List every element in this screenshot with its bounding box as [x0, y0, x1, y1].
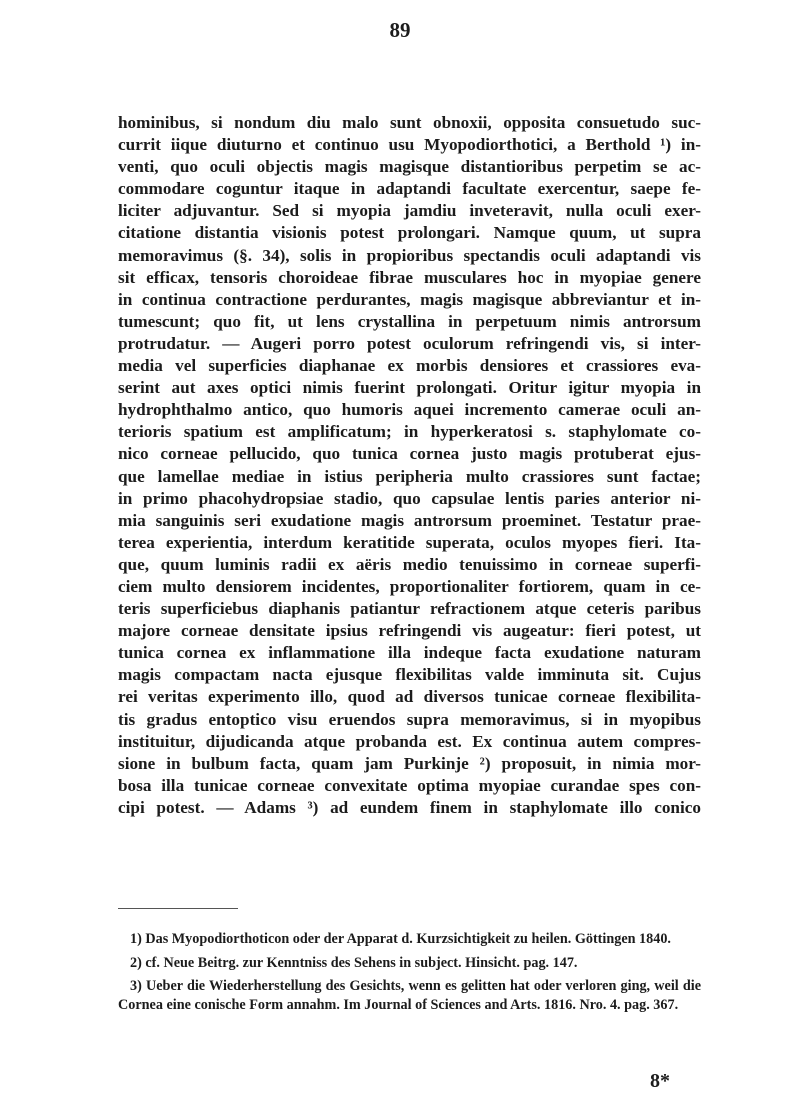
signature-mark: 8* — [650, 1070, 670, 1092]
text-line: memoravimus (§. 34), solis in propioribus spectandis oculi adaptandi vis — [118, 245, 701, 265]
text-line: majore corneae densitate ipsius refringendi vis augeatur: fieri potest, ut — [118, 621, 701, 641]
text-line: que lamellae mediae in istius peripheria multo crassiores sunt factae; — [118, 466, 701, 486]
text-line: media vel superficies diaphanae ex morbis densiores et crassiores eva- — [118, 356, 701, 376]
text-line: venti, quo oculi objectis magis magisque distantioribus perpetim se ac- — [118, 157, 701, 177]
text-line: hominibus, si nondum diu malo sunt obnoxii, opposita consuetudo suc- — [118, 113, 701, 132]
text-line: bosa illa tunicae corneae convexitate optima myopiae curandae spes con- — [118, 775, 701, 795]
text-line: cipi potest. — Adams ³) ad eundem finem in staphylomate illo conico — [118, 797, 701, 817]
text-line: tumescunt; quo fit, ut lens crystallina in perpetuum nimis antrorsum — [118, 311, 701, 331]
text-line: terea experientia, interdum keratitide superata, oculos myopes fieri. Ita- — [118, 532, 701, 552]
text-line: commodare coguntur itaque in adaptandi facultate exercentur, saepe fe- — [118, 179, 701, 199]
footnote-separator — [118, 908, 238, 909]
footnote-marker: 3) — [130, 978, 142, 995]
text-line: terioris spatium est amplificatum; in hyperkeratosi s. staphylomate co- — [118, 422, 701, 442]
text-line: tis gradus entoptico visu eruendos supra memoravimus, si in myopibus — [118, 709, 701, 729]
footnote-text: Das Myopodiorthoticon oder der Apparat d. Kurzsichtigkeit zu heilen. Göttingen 1840. — [145, 931, 671, 947]
text-line: magis compactam nacta ejusque flexibilitas valde imminuta sit. Cujus — [118, 665, 701, 685]
text-line: citatione distantia visionis potest prolongari. Namque quum, ut supra — [118, 223, 701, 243]
text-line: serint aut axes optici nimis fuerint prolongati. Oritur igitur myopia in — [118, 378, 701, 398]
text-line: hydrophthalmo antico, quo humoris aquei incremento camerae oculi an- — [118, 400, 701, 420]
text-line: in continua contractione perdurantes, magis magisque abbreviantur et in- — [118, 289, 701, 309]
footnote-marker: 1) — [130, 931, 142, 947]
text-line: teris superficiebus diaphanis patiantur refractionem atque ceteris paribus — [118, 599, 701, 619]
main-text — [118, 112, 701, 819]
text-line: liciter adjuvantur. Sed si myopia jamdiu inveteravit, nulla oculi exer- — [118, 201, 701, 221]
text-line: currit iique diuturno et continuo usu Myopodiorthotici, a Berthold ¹) in- — [118, 135, 701, 155]
text-line: instituitur, dijudicanda atque probanda est. Ex continua autem compres- — [118, 731, 701, 751]
footnote-text: cf. Neue Beitrg. zur Kenntniss des Sehens in subject. Hinsicht. pag. 147. — [145, 954, 578, 971]
footnote-text: Ueber die Wiederherstellung des Gesichts, wenn es gelitten hat oder verloren ging, weil die Cornea eine conische Form annahm. Im Journal of Sciences and Arts. 1816. Nro. 4. pag. 367. — [118, 978, 702, 1013]
text-line: mia sanguinis seri exudatione magis antrorsum proeminet. Testatur prae- — [118, 510, 701, 530]
text-line: sit efficax, tensoris choroideae fibrae musculares hoc in myopiae genere — [118, 267, 701, 287]
footnote — [118, 930, 701, 949]
footnote-marker: 2) — [130, 954, 142, 971]
text-line: nico corneae pellucido, quo tunica cornea justo magis protuberat ejus- — [118, 444, 701, 464]
text-line: in primo phacohydropsiae stadio, quo capsulae lentis paries anterior ni- — [118, 488, 701, 508]
footnotes — [118, 930, 701, 1019]
text-line: que, quum luminis radii ex aëris medio tenuissimo in corneae superfi- — [118, 554, 701, 574]
text-line: rei veritas experimento illo, quod ad diversos tunicae corneae flexibilita- — [118, 687, 701, 707]
footnote — [118, 977, 701, 1014]
text-line: sione in bulbum facta, quam jam Purkinje ²) proposuit, in nimia mor- — [118, 753, 701, 773]
text-line: tunica cornea ex inflammatione illa indeque facta exudatione naturam — [118, 643, 701, 663]
footnote — [118, 954, 701, 973]
text-line: ciem multo densiorem incidentes, proportionaliter fortiorem, quam in ce- — [118, 576, 701, 596]
text-line: protrudatur. — Augeri porro potest oculorum refringendi vis, si inter- — [118, 333, 701, 353]
page-number: 89 — [389, 18, 411, 42]
